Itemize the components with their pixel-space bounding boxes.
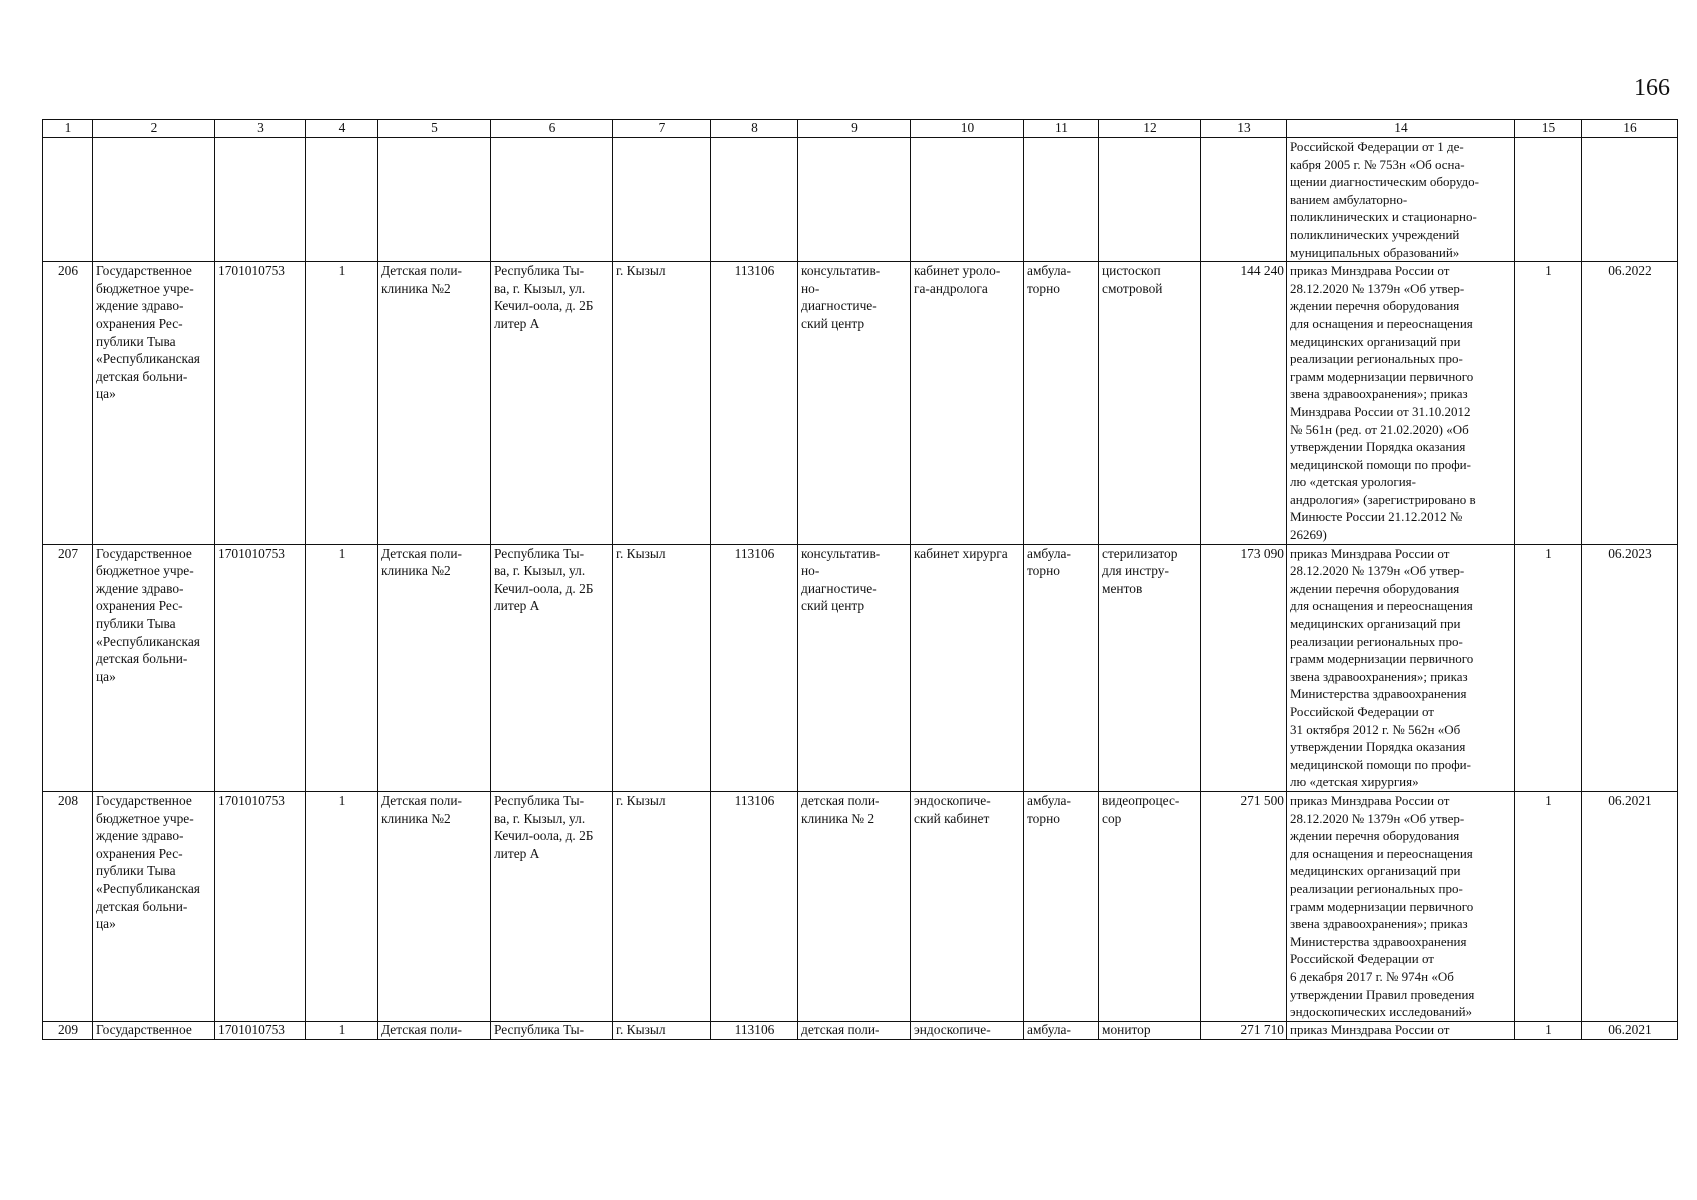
subdivision-cell: Детская поли- клиника №2 (378, 262, 491, 545)
page-number: 166 (1634, 75, 1670, 101)
date-cell: 06.2021 (1582, 791, 1678, 1021)
table-row (43, 1021, 1678, 1039)
table-row (43, 791, 1678, 1021)
count-cell: 1 (306, 262, 378, 545)
legal-basis-cell: приказ Минздрава России от 28.12.2020 № 1379н «Об утвер- ждении перечня оборудования для оснащения и переоснащения медицинских организаций при реализации региональных про- грамм модернизации первичного звена здравоохранения»; приказ Минздрава России от 31.10.2012 № 561н (ред. от 21.02.2020) «Об утверждении Порядка оказания медицинской помощи по профи- лю «детская урология- андрология» (зарегистрировано в Минюсте России 21.12.2012 № 26269) (1287, 262, 1515, 545)
column-number: 2 (93, 120, 215, 138)
column-number: 6 (491, 120, 613, 138)
oktmo-cell: 113106 (711, 1021, 798, 1039)
row-number-cell: 206 (43, 262, 93, 545)
cost-cell: 271 500 (1201, 791, 1287, 1021)
room-cell: эндоскопиче- (911, 1021, 1024, 1039)
subdivision-cell: Детская поли- клиника №2 (378, 791, 491, 1021)
inn-cell: 1701010753 (215, 262, 306, 545)
column-number: 11 (1024, 120, 1099, 138)
count-cell: 1 (306, 1021, 378, 1039)
empty-cell (43, 138, 93, 262)
department-cell: консультатив- но- диагностиче- ский центр (798, 544, 911, 791)
row-number-cell: 208 (43, 791, 93, 1021)
quantity-cell: 1 (1515, 262, 1582, 545)
empty-cell (798, 138, 911, 262)
column-number: 13 (1201, 120, 1287, 138)
column-number: 7 (613, 120, 711, 138)
continuation-row (43, 138, 1678, 262)
column-number: 10 (911, 120, 1024, 138)
quantity-cell: 1 (1515, 791, 1582, 1021)
quantity-cell: 1 (1515, 544, 1582, 791)
column-number: 1 (43, 120, 93, 138)
equipment-name-cell: стерилизатор для инстру- ментов (1099, 544, 1201, 791)
empty-cell (93, 138, 215, 262)
empty-cell (1201, 138, 1287, 262)
table-row (43, 544, 1678, 791)
address-cell: Республика Ты- (491, 1021, 613, 1039)
table-row (43, 262, 1678, 545)
empty-cell (491, 138, 613, 262)
city-cell: г. Кызыл (613, 262, 711, 545)
row-number-cell: 207 (43, 544, 93, 791)
quantity-cell: 1 (1515, 1021, 1582, 1039)
column-number: 8 (711, 120, 798, 138)
inn-cell: 1701010753 (215, 1021, 306, 1039)
room-cell: кабинет уроло- га-андролога (911, 262, 1024, 545)
care-type-cell: амбула- (1024, 1021, 1099, 1039)
inn-cell: 1701010753 (215, 544, 306, 791)
cost-cell: 173 090 (1201, 544, 1287, 791)
column-number: 15 (1515, 120, 1582, 138)
column-number: 14 (1287, 120, 1515, 138)
empty-cell (1582, 138, 1678, 262)
city-cell: г. Кызыл (613, 1021, 711, 1039)
equipment-name-cell: цистоскоп смотровой (1099, 262, 1201, 545)
empty-cell (613, 138, 711, 262)
empty-cell (1024, 138, 1099, 262)
address-cell: Республика Ты- ва, г. Кызыл, ул. Кечил-оола, д. 2Б литер А (491, 544, 613, 791)
oktmo-cell: 113106 (711, 262, 798, 545)
column-number: 4 (306, 120, 378, 138)
column-number: 3 (215, 120, 306, 138)
legal-basis-cell: приказ Минздрава России от (1287, 1021, 1515, 1039)
legal-basis-cell: приказ Минздрава России от 28.12.2020 № 1379н «Об утвер- ждении перечня оборудования для оснащения и переоснащения медицинских организаций при реализации региональных про- грамм модернизации первичного звена здравоохранения»; приказ Министерства здравоохранения Российской Федерации от 31 октября 2012 г. № 562н «Об утверждении Порядка оказания медицинской помощи по профи- лю «детская хирургия» (1287, 544, 1515, 791)
cost-cell: 144 240 (1201, 262, 1287, 545)
cost-cell: 271 710 (1201, 1021, 1287, 1039)
empty-cell (911, 138, 1024, 262)
address-cell: Республика Ты- ва, г. Кызыл, ул. Кечил-оола, д. 2Б литер А (491, 791, 613, 1021)
empty-cell (711, 138, 798, 262)
oktmo-cell: 113106 (711, 791, 798, 1021)
empty-cell (1515, 138, 1582, 262)
count-cell: 1 (306, 791, 378, 1021)
room-cell: эндоскопиче- ский кабинет (911, 791, 1024, 1021)
empty-cell (215, 138, 306, 262)
institution-name-cell: Государственное бюджетное учре- ждение здраво- охранения Рес- публики Тыва «Республиканская детская больни- ца» (93, 791, 215, 1021)
department-cell: детская поли- клиника № 2 (798, 791, 911, 1021)
count-cell: 1 (306, 544, 378, 791)
column-number: 16 (1582, 120, 1678, 138)
care-type-cell: амбула- торно (1024, 262, 1099, 545)
city-cell: г. Кызыл (613, 791, 711, 1021)
subdivision-cell: Детская поли- (378, 1021, 491, 1039)
column-number-row (43, 120, 1678, 138)
oktmo-cell: 113106 (711, 544, 798, 791)
subdivision-cell: Детская поли- клиника №2 (378, 544, 491, 791)
institution-name-cell: Государственное бюджетное учре- ждение здраво- охранения Рес- публики Тыва «Республиканская детская больни- ца» (93, 544, 215, 791)
legal-basis-cell: приказ Минздрава России от 28.12.2020 № 1379н «Об утвер- ждении перечня оборудования для оснащения и переоснащения медицинских организаций при реализации региональных про- грамм модернизации первичного звена здравоохранения»; приказ Министерства здравоохранения Российской Федерации от 6 декабря 2017 г. № 974н «Об утверждении Правил проведения эндоскопических исследований» (1287, 791, 1515, 1021)
room-cell: кабинет хирурга (911, 544, 1024, 791)
empty-cell (378, 138, 491, 262)
institution-name-cell: Государственное бюджетное учре- ждение здраво- охранения Рес- публики Тыва «Республиканская детская больни- ца» (93, 262, 215, 545)
equipment-name-cell: видеопроцес- сор (1099, 791, 1201, 1021)
date-cell: 06.2022 (1582, 262, 1678, 545)
column-number: 5 (378, 120, 491, 138)
date-cell: 06.2021 (1582, 1021, 1678, 1039)
column-number: 12 (1099, 120, 1201, 138)
empty-cell (1099, 138, 1201, 262)
legal-basis-cell: Российской Федерации от 1 де- кабря 2005 г. № 753н «Об осна- щении диагностическим оборудо- ванием амбулаторно- поликлинических и стационарно- поликлинических учреждений муниципальных образований» (1287, 138, 1515, 262)
address-cell: Республика Ты- ва, г. Кызыл, ул. Кечил-оола, д. 2Б литер А (491, 262, 613, 545)
equipment-name-cell: монитор (1099, 1021, 1201, 1039)
row-number-cell: 209 (43, 1021, 93, 1039)
city-cell: г. Кызыл (613, 544, 711, 791)
empty-cell (306, 138, 378, 262)
inn-cell: 1701010753 (215, 791, 306, 1021)
department-cell: детская поли- (798, 1021, 911, 1039)
institution-name-cell: Государственное (93, 1021, 215, 1039)
department-cell: консультатив- но- диагностиче- ский центр (798, 262, 911, 545)
equipment-table (42, 119, 1678, 1040)
column-number: 9 (798, 120, 911, 138)
care-type-cell: амбула- торно (1024, 544, 1099, 791)
care-type-cell: амбула- торно (1024, 791, 1099, 1021)
date-cell: 06.2023 (1582, 544, 1678, 791)
